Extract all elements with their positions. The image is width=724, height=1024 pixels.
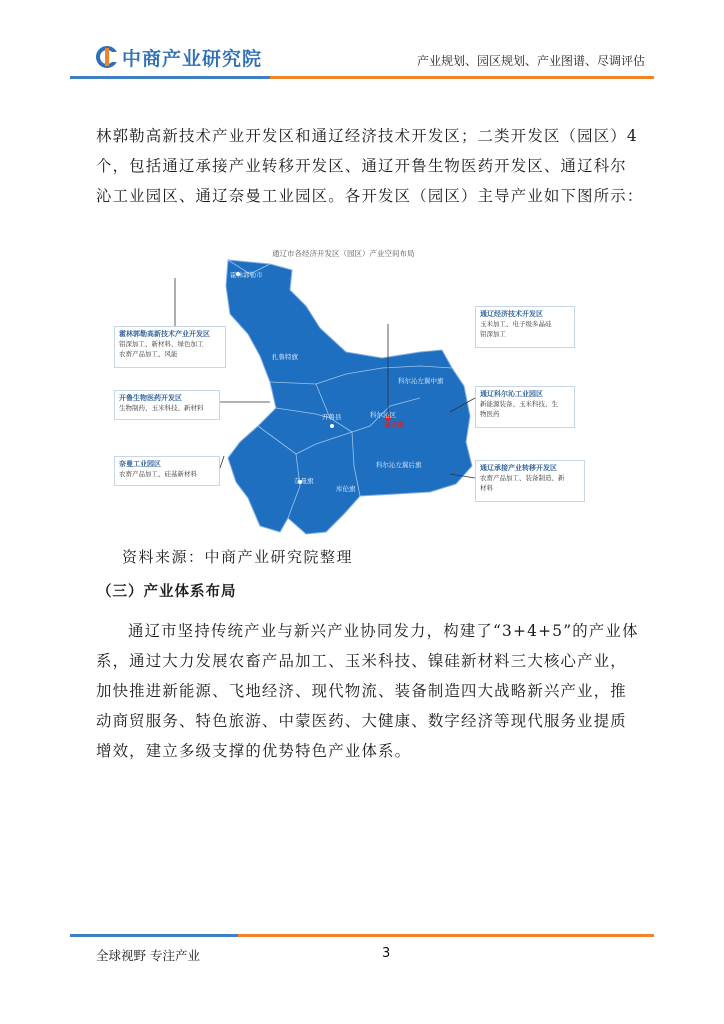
footer-divider-orange [238,934,654,937]
header-tagline: 产业规划、园区规划、产业图谱、尽调评估 [416,54,645,68]
legend-tongliao-economic [475,306,575,348]
logo-icon [96,46,118,68]
map-label-city: 通辽市 [384,421,404,429]
legend-title: 通辽科尔沁工业园区 [480,390,543,398]
legend-line: 农畜产品加工、装备制造、新 [480,474,565,482]
legend-huolinguole [114,326,226,368]
figure-title: 通辽市各经济开发区（园区）产业空间布局 [272,249,415,258]
map-label: 库伦旗 [336,485,356,493]
legend-line: 生物制药、玉米科技、新材料 [119,404,204,412]
legend-title: 通辽经济技术开发区 [480,310,543,318]
legend-line: 物医药 [480,410,500,418]
paragraph-line: 系，通过大力发展农畜产品加工、玉米科技、镍硅新材料三大核心产业， [96,652,627,670]
map-label: 霍林郭勒市 [230,271,263,279]
legend-line: 玉米加工、电子级多晶硅 [480,320,552,328]
footer-divider-blue [70,934,238,937]
paragraph-line: 通辽市坚持传统产业与新兴产业协同发力，构建了“3+4+5”的产业体 [128,622,639,640]
legend-title: 霍林郭勒高新技术产业开发区 [119,330,210,338]
paragraph-line: 增效，建立多级支撑的优势特色产业体系。 [96,742,412,760]
map-label: 开鲁县 [322,413,342,421]
legend-line: 农畜产品加工、风能 [119,350,178,358]
legend-line: 材料 [480,484,493,492]
section-heading: （三）产业体系布局 [97,584,237,600]
logo-text: 中商产业研究院 [122,47,263,70]
paragraph-industry-system [96,616,639,766]
paragraph-line: 沁工业园区、通辽奈曼工业园区。各开发区（园区）主导产业如下图所示： [96,187,644,205]
legend-title: 开鲁生物医药开发区 [119,394,182,402]
map-label: 扎鲁特旗 [272,353,298,361]
paragraph-line: 个，包括通辽承接产业转移开发区、通辽开鲁生物医药开发区、通辽科尔 [96,157,627,175]
industry-layout-map [120,256,590,540]
map-label: 奈曼旗 [294,477,314,485]
paragraph-development-zones [96,121,644,211]
map-label: 科尔沁区 [370,411,396,419]
legend-naiman [114,456,220,486]
legend-title: 通辽承接产业转移开发区 [480,464,557,472]
legend-line: 新能源装备、玉米科技、生 [480,400,558,408]
footer-slogan: 全球视野 专注产业 [96,948,200,963]
page-number: 3 [382,946,391,961]
map-label: 科尔沁左翼中旗 [398,377,444,385]
legend-industry-transfer [475,460,585,502]
map-label: 科尔沁左翼后旗 [376,461,422,469]
figure-source: 资料来源：中商产业研究院整理 [122,548,354,566]
legend-horqin [475,386,575,428]
legend-line: 农畜产品加工、硅基新材料 [119,470,197,478]
header-divider-orange [270,76,654,79]
legend-line: 铝深加工、新材料、绿色加工 [119,340,204,348]
paragraph-line: 林郭勒高新技术产业开发区和通辽经济技术开发区；二类开发区（园区）4 [96,127,638,145]
paragraph-line: 加快推进新能源、飞地经济、现代物流、装备制造四大战略新兴产业，推 [96,682,627,700]
company-logo [96,44,262,70]
legend-kailu [114,390,220,420]
header-divider-blue [70,76,270,79]
paragraph-line: 动商贸服务、特色旅游、中蒙医药、大健康、数字经济等现代服务业提质 [96,712,627,730]
legend-title: 奈曼工业园区 [119,460,161,468]
legend-line: 铝深加工 [480,330,506,338]
